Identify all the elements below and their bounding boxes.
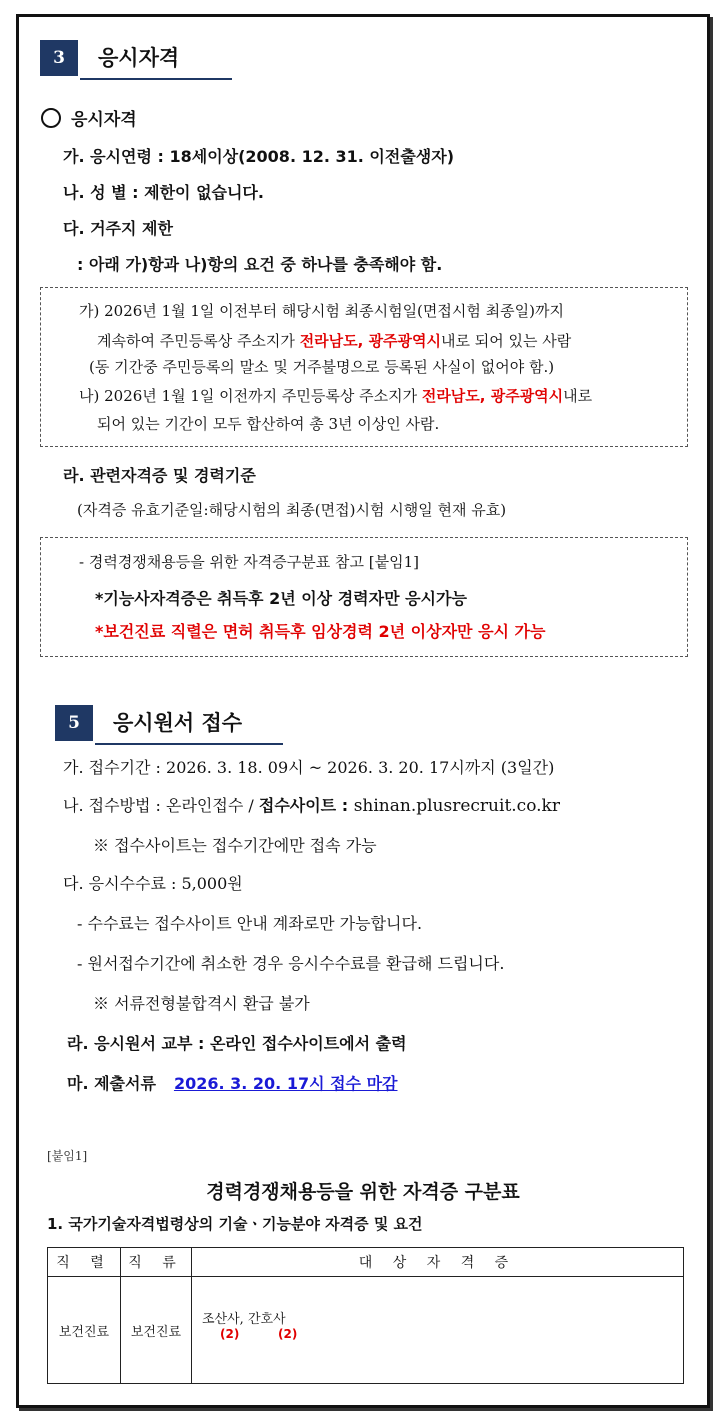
residency-line-3: (동 기간중 주민등록의 말소 및 거주불명으로 등록된 사실이 없어야 함.) xyxy=(89,358,555,376)
section-number: 5 xyxy=(55,705,93,741)
application-period: 가. 접수기간 : 2026. 3. 18. 09시 ~ 2026. 3. 20. 17시까지 (3일간) xyxy=(63,758,555,777)
certs-cell xyxy=(192,1277,684,1384)
gender-requirement: 나. 성 별 : 제한이 없습니다. xyxy=(63,183,264,202)
section-3-header xyxy=(40,36,232,80)
residency-line-2: 계속하여 주민등록상 주소지가 전라남도, 광주광역시내로 되어 있는 사람 xyxy=(97,332,572,350)
class-cell: 보건진료 xyxy=(121,1277,192,1384)
bullet-heading: 응시자격 xyxy=(71,110,137,130)
deadline-link[interactable]: 2026. 3. 20. 17시 접수 마감 xyxy=(173,1074,398,1093)
section-title: 응시원서 접수 xyxy=(95,707,283,745)
appendix-tag: [붙임1] xyxy=(47,1149,88,1163)
certificate-heading: 라. 관련자격증 및 경력기준 xyxy=(63,466,256,485)
region-highlight: 전라남도, 광주광역시 xyxy=(299,332,442,350)
certificate-validity: (자격증 유효기준일:해당시험의 최종(면접)시험 시행일 현재 유효) xyxy=(77,501,507,519)
table-header: 대 상 자 격 증 xyxy=(192,1248,684,1277)
certificate-note-3: *보건진료 직렬은 면허 취득후 임상경력 2년 이상자만 응시 가능 xyxy=(95,622,546,641)
site-access-note: ※ 접수사이트는 접수기간에만 접속 가능 xyxy=(93,836,377,855)
series-cell: 보건진료 xyxy=(48,1277,121,1384)
document-frame xyxy=(16,14,710,1408)
certificate-table xyxy=(47,1247,684,1384)
application-site-url: shinan.plusrecruit.co.kr xyxy=(353,796,560,816)
application-fee: 다. 응시수수료 : 5,000원 xyxy=(63,874,243,893)
no-refund-note: ※ 서류전형불합격시 환급 불가 xyxy=(93,994,310,1013)
certificate-note-2: *기능사자격증은 취득후 2년 이상 경력자만 응시가능 xyxy=(95,589,467,608)
residency-condition: : 아래 가)항과 나)항의 요건 중 하나를 충족해야 함. xyxy=(77,255,443,274)
requirement-mark: (2) xyxy=(220,1326,240,1341)
fee-payment-note: - 수수료는 접수사이트 안내 계좌로만 가능합니다. xyxy=(77,914,423,933)
documents-row: 마. 제출서류 2026. 3. 20. 17시 접수 마감 xyxy=(67,1074,398,1093)
certs-text: 조산사, 간호사 xyxy=(202,1311,286,1327)
requirement-mark: (2) xyxy=(278,1326,298,1341)
application-method: 나. 접수방법 : 온라인접수 / 접수사이트 : shinan.plusrecruit.co.kr xyxy=(63,796,560,816)
table-header-row xyxy=(48,1248,684,1277)
residency-heading: 다. 거주지 제한 xyxy=(63,219,173,238)
fee-refund-note: - 원서접수기간에 취소한 경우 응시수수료를 환급해 드립니다. xyxy=(77,954,505,973)
table-row xyxy=(48,1277,684,1384)
age-requirement: 가. 응시연령 : 18세이상(2008. 12. 31. 이전출생자) xyxy=(63,147,455,166)
residency-line-4: 나) 2026년 1월 1일 이전까지 주민등록상 주소지가 전라남도, 광주광역시내로 xyxy=(79,387,593,405)
section-title: 응시자격 xyxy=(80,42,232,80)
circle-bullet-icon xyxy=(41,108,61,128)
application-form-issue: 라. 응시원서 교부 : 온라인 접수사이트에서 출력 xyxy=(67,1034,407,1053)
table-header: 직 렬 xyxy=(48,1248,121,1277)
residency-line-5: 되어 있는 기간이 모두 합산하여 총 3년 이상인 사람. xyxy=(97,415,440,433)
appendix-title: 경력경쟁채용등을 위한 자격증 구분표 xyxy=(206,1181,520,1203)
table-header: 직 류 xyxy=(121,1248,192,1277)
residency-line-1: 가) 2026년 1월 1일 이전부터 해당시험 최종시험일(면접시험 최종일)까지 xyxy=(79,302,564,320)
region-highlight: 전라남도, 광주광역시 xyxy=(421,387,564,405)
section-number: 3 xyxy=(40,40,78,76)
appendix-subtitle: 1. 국가기술자격법령상의 기술ㆍ기능분야 자격증 및 요건 xyxy=(47,1215,423,1233)
certificate-note-1: - 경력경쟁채용등을 위한 자격증구분표 참고 [붙임1] xyxy=(79,553,419,571)
bullet-heading-row xyxy=(41,105,137,130)
section-5-header xyxy=(55,701,283,745)
